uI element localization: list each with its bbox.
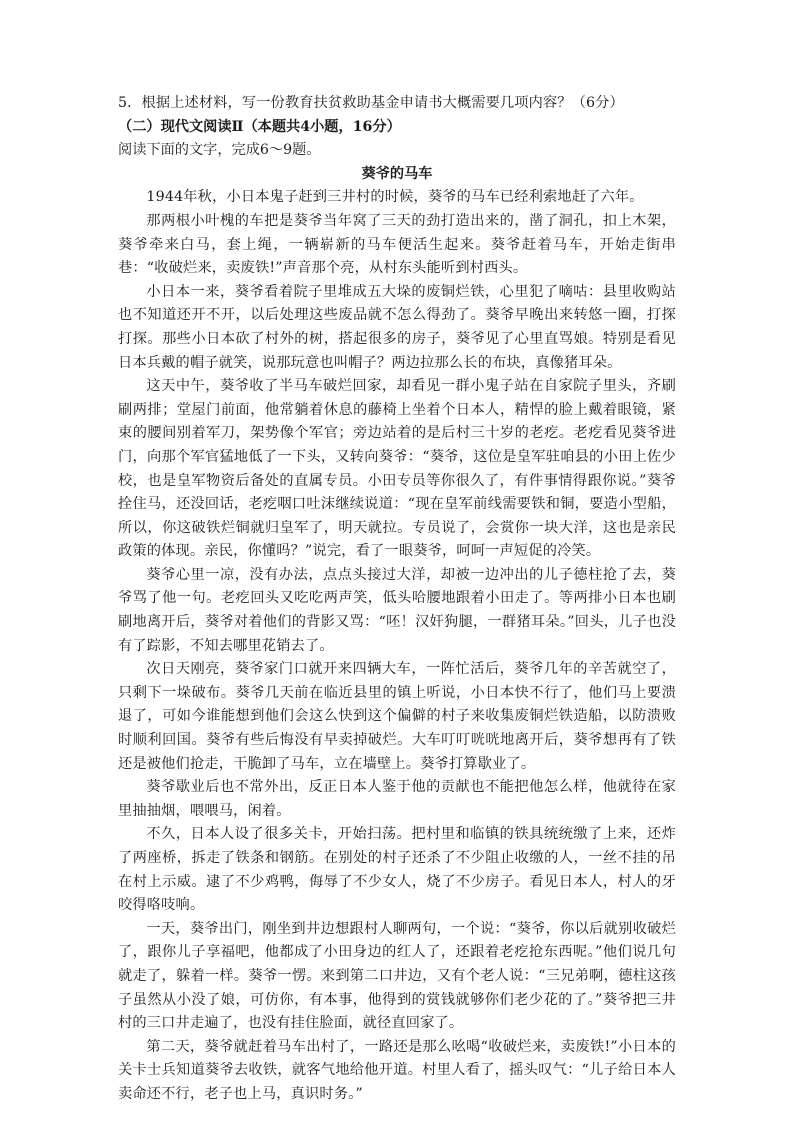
paragraph: 葵爷心里一凉，没有办法，点点头接过大洋，却被一边冲出的儿子德柱抢了去，葵爷骂了他一句。老疙回头又吃吃两声笑，低头哈腰地跟着小田走了。等两排小日本也刷刷地离开后，葵爷对着他们的背影又骂：“呸！汉奸狗腿，一群猪耳朵。”回头，儿子也没有了踪影，不知去哪里花销去了。 xyxy=(118,566,676,654)
paragraph: 这天中午，葵爷收了半马车破烂回家，却看见一群小鬼子站在自家院子里头，齐刷刷两排；堂屋门前面，他常躺着休息的藤椅上坐着个日本人，精悍的脸上戴着眼镜，紧束的腰间别着军刀，架势像个军官；旁边站着的是后村三十岁的老疙。老疙看见葵爷进门，向那个军官猛地低了一下头，又转向葵爷：“葵爷，这位是皇军驻咱县的小田上佐少校，也是皇军物资后备处的直属专员。小田专员等你很久了，有件事情得跟你说。”葵爷拴住马，还没回话，老疙咽口吐沫继续说道：“现在皇军前线需要铁和铜，要造小型船，所以，你这破铁烂铜就归皇军了，明天就拉。专员说了，会赏你一块大洋，这也是亲民政策的体现。亲民，你懂吗？”说完，看了一眼葵爷，呵呵一声短促的冷笑。 xyxy=(118,378,676,560)
reading-instruction: 阅读下面的文字，完成6～9题。 xyxy=(118,142,321,159)
paragraph: 那两根小叶槐的车把是葵爷当年窝了三天的劲打造出来的，凿了洞孔，扣上木架，葵爷牵来白马，套上绳，一辆崭新的马车便活生起来。葵爷赶着马车，开始走街串巷：“收破烂来，卖废铁!”声音那个亮，从村东头能听到村西头。 xyxy=(118,212,676,277)
story-title: 葵爷的马车 xyxy=(361,165,433,182)
paragraph: 葵爷歇业后也不常外出，反正日本人鉴于他的贡献也不能把他怎么样，他就待在家里抽抽烟，喂喂马，闲着。 xyxy=(118,779,676,819)
paragraph: 小日本一来，葵爷看着院子里堆成五大垛的废铜烂铁，心里犯了嘀咕：县里收购站也不知道还开不开，以后处理这些废品就不怎么得劲了。葵爷早晚出来转悠一圈，打探打探。那些小日本砍了村外的树，搭起很多的房子，葵爷见了心里直骂娘。特别是看见日本兵戴的帽子就笑，说那玩意也叫帽子？两边拉那么长的布块，真像猪耳朵。 xyxy=(118,283,676,371)
question-5: 5．根据上述材料，写一份教育扶贫救助基金申请书大概需要几项内容？（6分） xyxy=(118,95,624,111)
section-heading: （二）现代文阅读Ⅱ（本题共4小题，16分） xyxy=(118,118,401,135)
paragraph: 次日天刚亮，葵爷家门口就开来四辆大车，一阵忙活后，葵爷几年的辛苦就空了，只剩下一垛破布。葵爷几天前在临近县里的镇上听说，小日本快不行了，他们马上要溃退了，可如今谁能想到他们会这么快到这个偏僻的村子来收集废铜烂铁造船，以防溃败时顺利回国。葵爷有些后悔没有早卖掉破烂。大车叮叮咣咣地离开后，葵爷想再有了铁还是被他们抢走，干脆卸了马车，立在墙壁上。葵爷打算歇业了。 xyxy=(118,661,676,772)
paragraph: 一天，葵爷出门，刚坐到井边想跟村人聊两句，一个说：“葵爷，你以后就别收破烂了，跟你儿子享福吧，他都成了小田身边的红人了，还跟着老疙抢东西呢。”他们说几句就走了，躲着一样。葵爷一愣。来到第二口井边，又有个老人说：“三兄弟啊，德柱这孩子虽然从小没了娘，可仿你，有本事，他得到的赏钱就够你们老少花的了。”葵爷把三井村的三口井走遍了，也没有挂住脸面，就径直回家了。 xyxy=(118,920,676,1032)
paragraph: 不久，日本人设了很多关卡，开始扫荡。把村里和临镇的铁具统统缴了上来，还炸了两座桥，拆走了铁条和钢筋。在别处的村子还杀了不少阻止收缴的人，一丝不挂的吊在村上示威。逮了不少鸡鸭，侮辱了不少女人，烧了不少房子。看见日本人，村人的牙咬得咯吱响。 xyxy=(118,826,676,914)
paragraph: 1944年秋，小日本鬼子赶到三井村的时候，葵爷的马车已经利索地赶了六年。 xyxy=(146,189,644,206)
paragraph: 第二天，葵爷就赶着马车出村了，一路还是那么吆喝“收破烂来，卖废铁!”小日本的关卡士兵知道葵爷去收铁，就客气地给他开道。村里人看了，摇头叹气：“儿子给日本人卖命还不行，老子也上马，真识时务。” xyxy=(118,1038,676,1102)
